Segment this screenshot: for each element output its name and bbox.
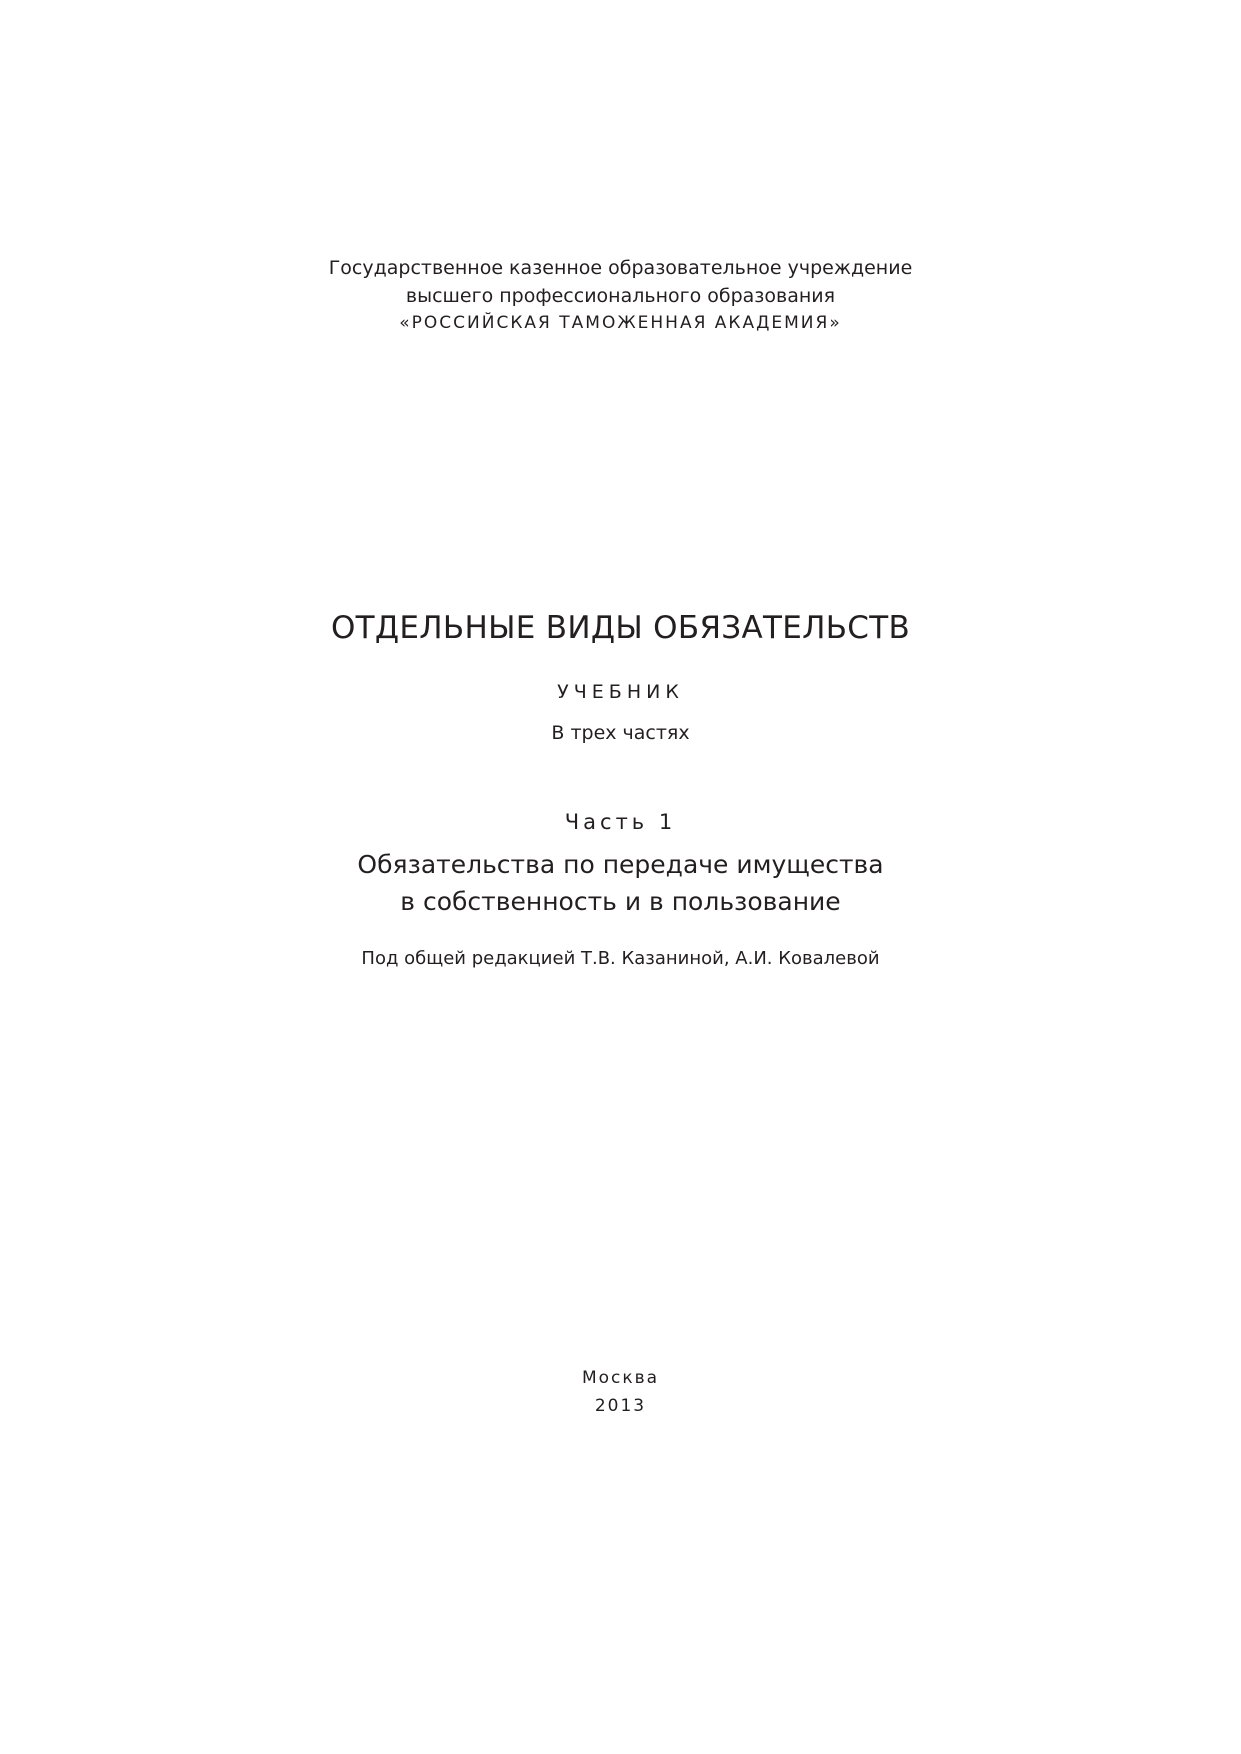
book-type: УЧЕБНИК bbox=[557, 681, 684, 703]
publication-city: Москва bbox=[581, 1368, 660, 1388]
institution-level-line: высшего профессионального образования bbox=[405, 285, 836, 307]
book-title: ОТДЕЛЬНЫЕ ВИДЫ ОБЯЗАТЕЛЬСТВ bbox=[330, 610, 911, 646]
part-title-line2: в собственность и в пользование bbox=[400, 887, 841, 916]
book-parts-note: В трех частях bbox=[551, 722, 690, 744]
editors-line: Под общей редакцией Т.В. Казаниной, А.И. Ковалевой bbox=[361, 948, 880, 969]
publication-year: 2013 bbox=[594, 1396, 647, 1416]
institution-type-line: Государственное казенное образовательное учреждение bbox=[328, 257, 913, 279]
part-title-line1: Обязательства по передаче имущества bbox=[357, 850, 884, 879]
institution-name: «РОССИЙСКАЯ ТАМОЖЕННАЯ АКАДЕМИЯ» bbox=[399, 313, 842, 333]
part-label: Часть 1 bbox=[564, 810, 677, 834]
